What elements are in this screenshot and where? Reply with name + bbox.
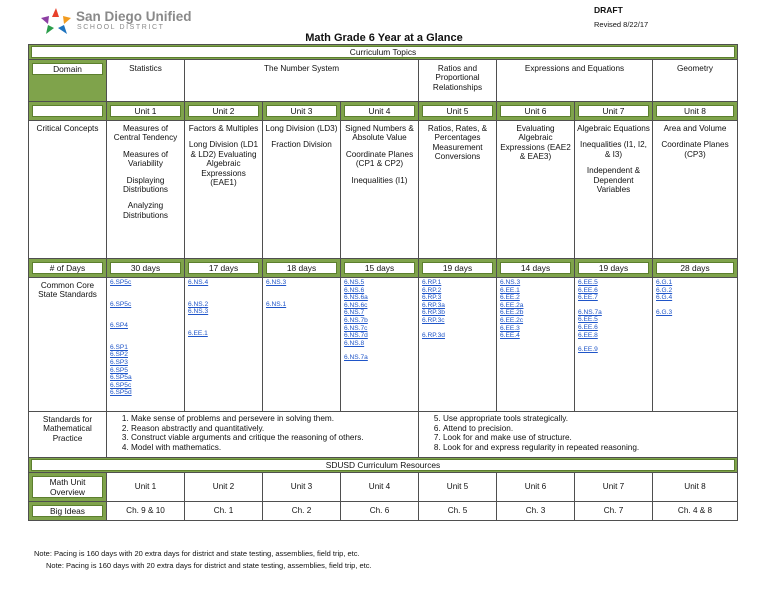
concepts-unit-7: Algebraic Equations Inequalities (I1, I2, & I3) Independent & Dependent Variables [575, 121, 653, 259]
standard-link[interactable]: 6.EE.3 [500, 324, 520, 332]
resources-row [29, 458, 738, 473]
standard-link[interactable]: 6.NS.2 [188, 300, 209, 308]
days-unit-4: 15 days [344, 262, 415, 274]
unit-5: Unit 5 [422, 105, 493, 117]
overview-unit-6[interactable]: Unit 6 [497, 473, 575, 502]
unit-2: Unit 2 [188, 105, 259, 117]
standard-link[interactable]: 6.SP1 [110, 343, 128, 351]
unit-6: Unit 6 [500, 105, 571, 117]
practice-item: 5. Use appropriate tools strategically. [443, 414, 735, 424]
standard-link[interactable]: 6.NS.7c [344, 324, 368, 332]
days-label: # of Days [32, 262, 103, 274]
standards-row [29, 278, 738, 412]
standards-unit-2 [185, 278, 263, 412]
standard-link[interactable]: 6.RP.2 [422, 286, 442, 294]
concepts-unit-2: Factors & Multiples Long Division (LD1 & LD2) Evaluating Algebraic Expressions (EAE1) [185, 121, 263, 259]
overview-unit-5[interactable]: Unit 5 [419, 473, 497, 502]
practice-item: 6. Attend to precision. [443, 424, 735, 434]
district-logo [40, 7, 200, 35]
overview-unit-8[interactable]: Unit 8 [653, 473, 738, 502]
standard-link[interactable]: 6.RP.1 [422, 279, 442, 286]
standard-link[interactable]: 6.NS.1 [266, 300, 287, 308]
standard-link[interactable]: 6.NS.4 [188, 279, 209, 286]
standard-link[interactable]: 6.SP5 [110, 366, 128, 374]
practice-item: 3. Construct viable arguments and critique the reasoning of others. [131, 433, 416, 443]
standards-unit-3 [263, 278, 341, 412]
domain-label: Domain [32, 63, 103, 75]
overview-unit-1[interactable]: Unit 1 [107, 473, 185, 502]
domain-number-system: The Number System [185, 60, 419, 102]
smp-label: Standards for Mathematical Practice [29, 412, 107, 458]
pacing-note-repeat: Note: Pacing is 160 days with 20 extra days for district and state testing, assemblies, field trip, etc. [46, 561, 372, 570]
standard-link[interactable]: 6.EE.1 [188, 329, 208, 337]
days-unit-1: 30 days [110, 262, 181, 274]
standard-link[interactable]: 6.SP5a [110, 374, 132, 382]
standard-link[interactable]: 6.RP.3 [422, 294, 442, 302]
practice-item: 2. Reason abstractly and quantitatively. [131, 424, 416, 434]
standard-link[interactable]: 6.RP.3b [422, 309, 445, 317]
draft-label: DRAFT [594, 5, 623, 15]
pacing-note: Note: Pacing is 160 days with 20 extra days for district and state testing, assemblies, field trip, etc. [34, 549, 360, 558]
days-unit-5: 19 days [422, 262, 493, 274]
standards-unit-6 [497, 278, 575, 412]
ccss-label: Common Core State Standards [29, 278, 107, 412]
standard-link[interactable]: 6.NS.6 [344, 286, 365, 294]
domain-statistics: Statistics [107, 60, 185, 102]
unit-8: Unit 8 [656, 105, 734, 117]
big-ideas-unit-5[interactable]: Ch. 5 [419, 502, 497, 521]
standard-link[interactable]: 6.SP3 [110, 358, 128, 366]
big-ideas-unit-3[interactable]: Ch. 2 [263, 502, 341, 521]
standard-link[interactable]: 6.NS.6c [344, 301, 368, 309]
standard-link[interactable]: 6.RP.3d [422, 331, 445, 339]
standard-link[interactable]: 6.EE.2a [500, 301, 524, 309]
logo-subtitle: SCHOOL DISTRICT [77, 24, 165, 31]
standard-link[interactable]: 6.RP.3c [422, 316, 445, 324]
standards-unit-5 [419, 278, 497, 412]
big-ideas-unit-1[interactable]: Ch. 9 & 10 [107, 502, 185, 521]
standard-link[interactable]: 6.EE.2 [500, 294, 520, 302]
standard-link[interactable]: 6.SP5c [110, 279, 132, 286]
standard-link[interactable]: 6.G.3 [656, 308, 673, 316]
standard-link[interactable]: 6.EE.9 [578, 346, 598, 354]
overview-unit-7[interactable]: Unit 7 [575, 473, 653, 502]
standard-link[interactable]: 6.EE.1 [500, 286, 520, 294]
curriculum-topics-row [29, 45, 738, 60]
practice-item: 1. Make sense of problems and persevere in solving them. [131, 414, 416, 424]
standard-link[interactable]: 6.SP4 [110, 322, 128, 330]
standard-link[interactable]: 6.EE.4 [500, 332, 520, 340]
standard-link[interactable]: 6.G.1 [656, 279, 673, 286]
concepts-unit-1: Measures of Central Tendency Measures of Variability Displaying Distributions Analyzing Distributions [107, 121, 185, 259]
big-ideas-unit-2[interactable]: Ch. 1 [185, 502, 263, 521]
standard-link[interactable]: 6.G.2 [656, 286, 673, 294]
overview-label: Math Unit Overview [32, 476, 103, 498]
big-ideas-label: Big Ideas [32, 505, 103, 517]
standard-link[interactable]: 6.NS.7a [344, 354, 368, 362]
overview-unit-3[interactable]: Unit 3 [263, 473, 341, 502]
unit-label-blank [32, 105, 103, 117]
overview-unit-2[interactable]: Unit 2 [185, 473, 263, 502]
standard-link[interactable]: 6.EE.5 [578, 279, 598, 286]
standard-link[interactable]: 6.NS.7b [344, 316, 368, 324]
standard-link[interactable]: 6.NS.3 [188, 308, 209, 316]
standard-link[interactable]: 6.NS.3 [500, 279, 521, 286]
standard-link[interactable]: 6.SP5d [110, 389, 132, 397]
overview-row [29, 473, 738, 502]
revised-date: Revised 8/22/17 [594, 20, 649, 29]
standards-unit-4 [341, 278, 419, 412]
concepts-unit-4: Signed Numbers & Absolute Value Coordinate Planes (CP1 & CP2) Inequalities (I1) [341, 121, 419, 259]
resources-header: SDUSD Curriculum Resources [31, 459, 735, 471]
standards-unit-7 [575, 278, 653, 412]
concepts-unit-6: Evaluating Algebraic Expressions (EAE2 & EAE3) [497, 121, 575, 259]
days-unit-8: 28 days [656, 262, 734, 274]
curriculum-topics-header: Curriculum Topics [31, 46, 735, 58]
unit-1: Unit 1 [110, 105, 181, 117]
big-ideas-row [29, 502, 738, 521]
standard-link[interactable]: 6.SP5c [110, 381, 132, 389]
days-unit-2: 17 days [188, 262, 259, 274]
critical-concepts-row [29, 121, 738, 259]
big-ideas-unit-4[interactable]: Ch. 6 [341, 502, 419, 521]
standard-link[interactable]: 6.NS.8 [344, 339, 365, 347]
standard-link[interactable]: 6.NS.7d [344, 332, 368, 340]
standard-link[interactable]: 6.EE.6 [578, 286, 598, 294]
standard-link[interactable]: 6.NS.7 [344, 309, 365, 317]
days-unit-6: 14 days [500, 262, 571, 274]
standards-unit-1 [107, 278, 185, 412]
standard-link[interactable]: 6.EE.2c [500, 316, 524, 324]
standard-link[interactable]: 6.RP.3a [422, 301, 445, 309]
practice-item: 8. Look for and express regularity in repeated reasoning. [443, 443, 735, 453]
domain-row [29, 60, 738, 102]
unit-3: Unit 3 [266, 105, 337, 117]
standard-link[interactable]: 6.SP5c [110, 300, 132, 308]
page-title: Math Grade 6 Year at a Glance [305, 32, 463, 44]
big-ideas-unit-7[interactable]: Ch. 7 [575, 502, 653, 521]
standard-link[interactable]: 6.EE.2b [500, 309, 524, 317]
standard-link[interactable]: 6.NS.6a [344, 294, 368, 302]
big-ideas-unit-6[interactable]: Ch. 3 [497, 502, 575, 521]
domain-ratios: Ratios and Proportional Relationships [419, 60, 497, 102]
unit-4: Unit 4 [344, 105, 415, 117]
standards-unit-8 [653, 278, 738, 412]
standard-link[interactable]: 6.EE.8 [578, 331, 598, 339]
domain-geometry: Geometry [653, 60, 738, 102]
days-unit-3: 18 days [266, 262, 337, 274]
concepts-unit-3: Long Division (LD3) Fraction Division [263, 121, 341, 259]
big-ideas-unit-8[interactable]: Ch. 4 & 8 [653, 502, 738, 521]
unit-7: Unit 7 [578, 105, 649, 117]
critical-concepts-label: Critical Concepts [29, 121, 107, 259]
practice-item: 7. Look for and make use of structure. [443, 433, 735, 443]
standard-link[interactable]: 6.NS.7a [578, 308, 602, 316]
concepts-unit-5: Ratios, Rates, & Percentages Measurement Conversions [419, 121, 497, 259]
practices-row [29, 412, 738, 458]
star-logo-icon [40, 7, 72, 35]
practices-right [419, 412, 738, 458]
days-unit-7: 19 days [578, 262, 649, 274]
overview-unit-4[interactable]: Unit 4 [341, 473, 419, 502]
practices-left [107, 412, 419, 458]
standard-link[interactable]: 6.G.4 [656, 294, 673, 302]
concepts-unit-8: Area and Volume Coordinate Planes (CP3) [653, 121, 738, 259]
standard-link[interactable]: 6.SP2 [110, 351, 128, 359]
standard-link[interactable]: 6.EE.6 [578, 323, 598, 331]
year-at-a-glance-table [28, 44, 738, 521]
unit-row [29, 102, 738, 121]
domain-expressions: Expressions and Equations [497, 60, 653, 102]
practice-item: 4. Model with mathematics. [131, 443, 416, 453]
standard-link[interactable]: 6.EE.7 [578, 294, 598, 302]
standard-link[interactable]: 6.EE.5 [578, 316, 598, 324]
logo-name: San Diego Unified [76, 9, 192, 24]
standard-link[interactable]: 6.NS.3 [266, 279, 287, 286]
days-row [29, 259, 738, 278]
standard-link[interactable]: 6.NS.5 [344, 279, 365, 286]
